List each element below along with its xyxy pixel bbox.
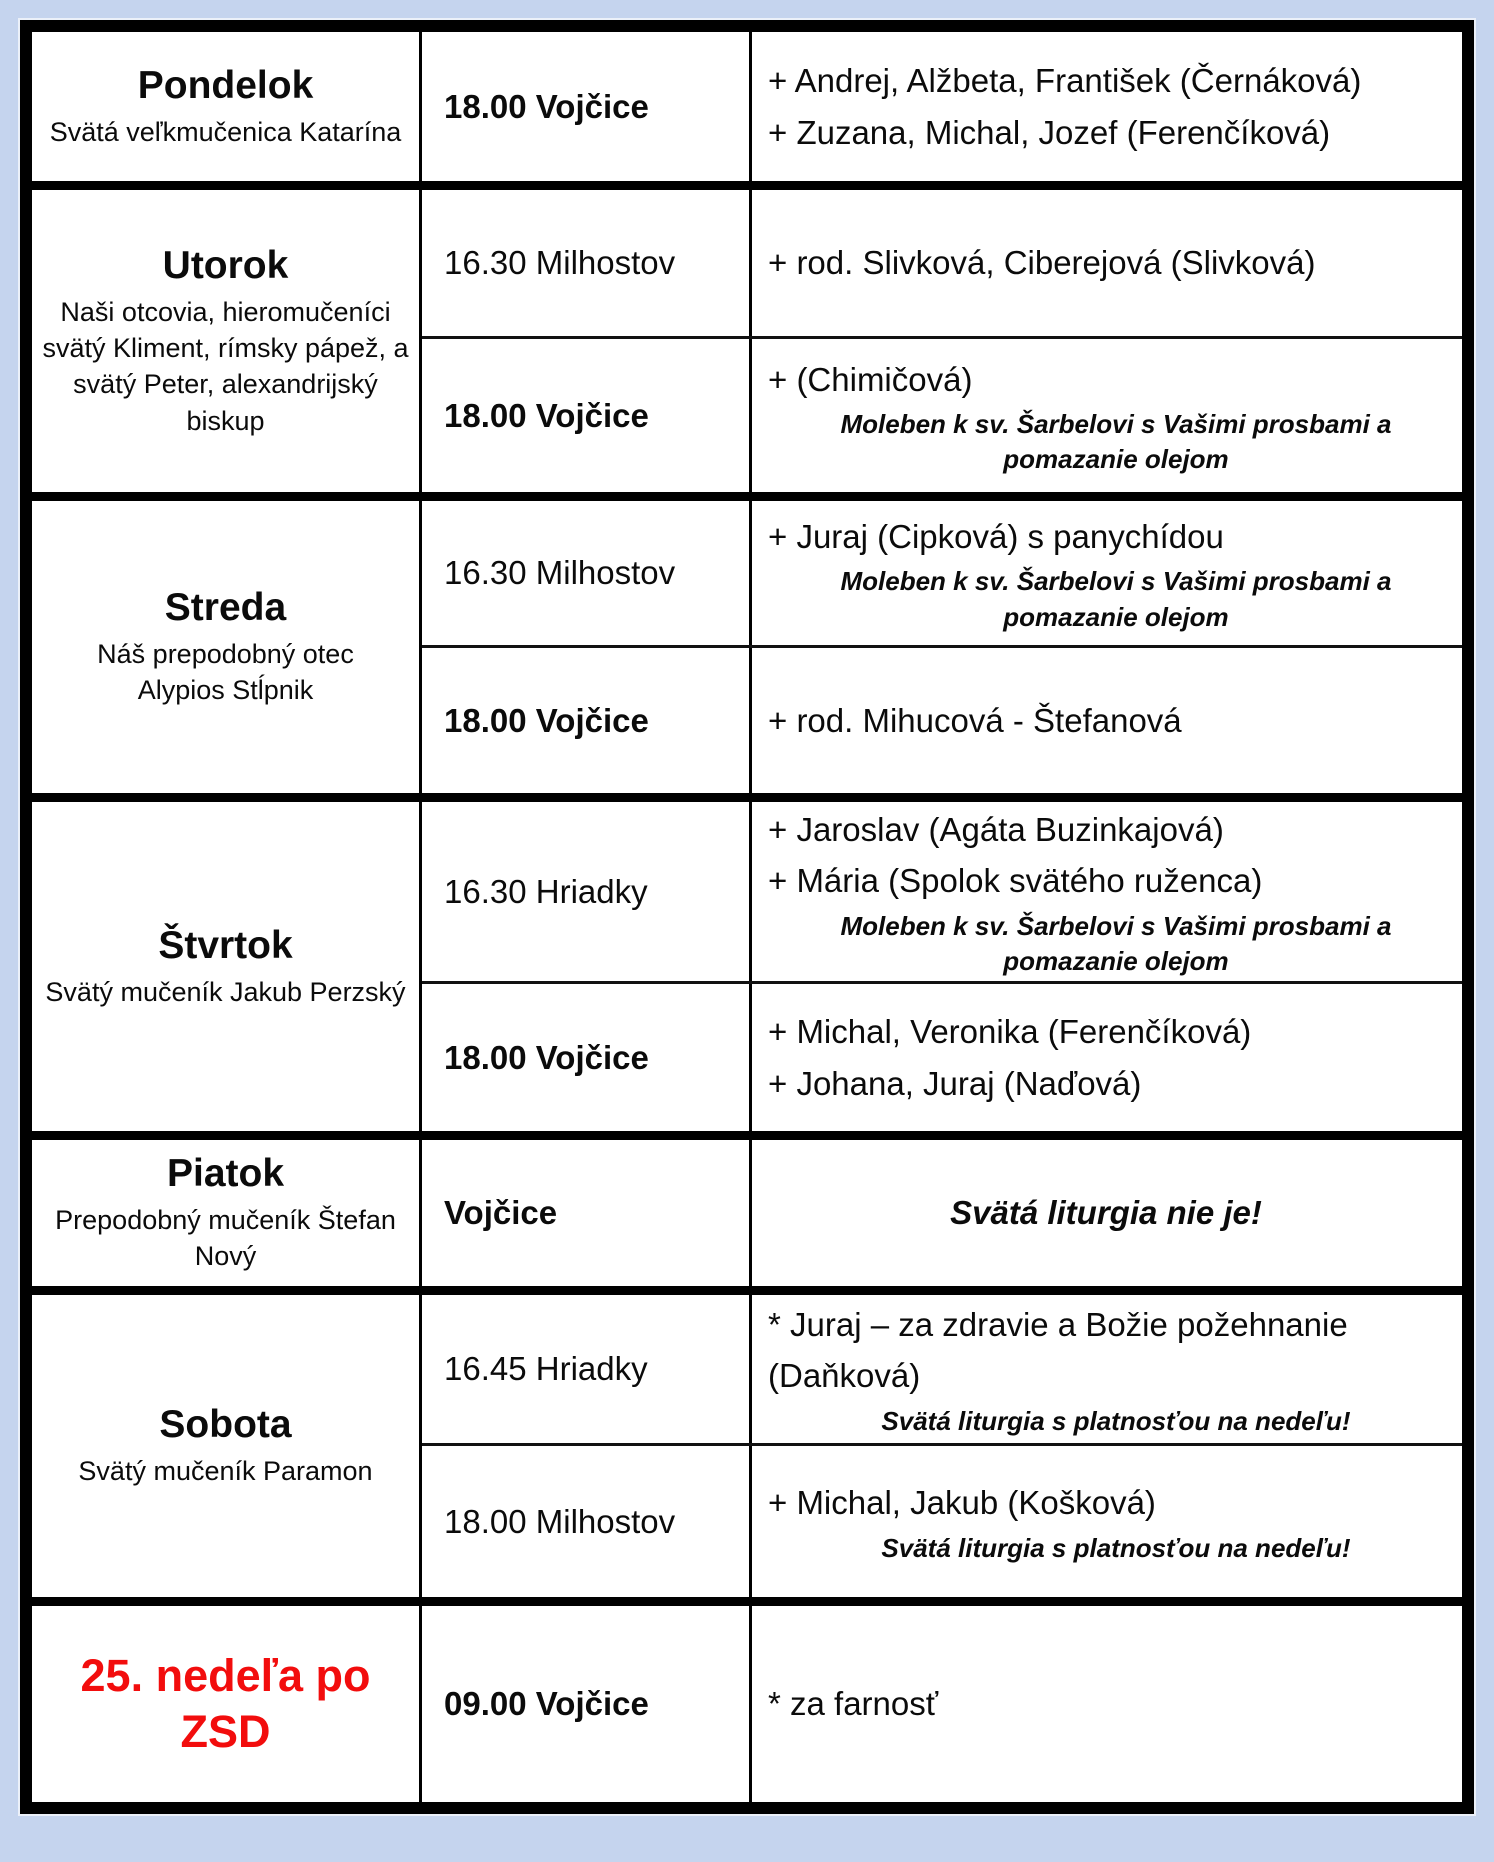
intention-cell <box>752 190 1462 336</box>
service-row <box>422 32 1462 181</box>
day-cell-utorok <box>32 190 422 492</box>
service-row <box>422 1140 1462 1286</box>
intention-cell <box>752 1140 1462 1286</box>
day-feast: Náš prepodobný otec Alypios Stĺpnik <box>97 638 354 706</box>
validity-note: Svätá liturgia s platnosťou na nedeľu! <box>881 1405 1351 1436</box>
intention-cell <box>752 1295 1462 1443</box>
service-row <box>422 336 1462 492</box>
time-place: 18.00 Vojčice <box>422 984 752 1131</box>
day-row-utorok <box>32 181 1462 492</box>
day-feast: Svätý mučeník Jakub Perzský <box>45 976 406 1007</box>
intention-line: + Juraj (Cipková) s panychídou <box>768 518 1224 556</box>
intention-line: + rod. Slivková, Ciberejová (Slivková) <box>768 244 1316 282</box>
moleben-note: Moleben k sv. Šarbelovi s Vašimi prosbami a pomazanie olejom <box>840 408 1392 475</box>
intention-line: + (Chimičová) <box>768 360 973 398</box>
day-feast: Prepodobný mučeník Štefan Nový <box>55 1204 396 1272</box>
intention-line: + Johana, Juraj (Naďová) <box>768 1064 1142 1102</box>
day-row-stvrtok <box>32 793 1462 1131</box>
service-row <box>422 190 1462 336</box>
day-cell-streda <box>32 501 422 793</box>
service-row <box>422 802 1462 981</box>
intention-line: * za farnosť <box>768 1685 939 1723</box>
service-row <box>422 1295 1462 1443</box>
no-liturgy-note: Svätá liturgia nie je! <box>950 1194 1262 1231</box>
intention-cell <box>752 984 1462 1131</box>
service-row <box>422 1606 1462 1802</box>
time-place: 16.30 Hriadky <box>422 802 752 981</box>
intention-cell <box>752 32 1462 181</box>
validity-note: Svätá liturgia s platnosťou na nedeľu! <box>881 1532 1351 1563</box>
day-title: Štvrtok <box>158 923 293 967</box>
day-row-nedela <box>32 1597 1462 1802</box>
time-place: Vojčice <box>422 1140 752 1286</box>
intention-cell <box>752 501 1462 645</box>
time-place: 18.00 Vojčice <box>422 32 752 181</box>
service-row <box>422 501 1462 645</box>
time-place: 18.00 Milhostov <box>422 1446 752 1597</box>
day-title: Utorok <box>162 243 289 287</box>
intention-cell <box>752 339 1462 492</box>
time-place: 09.00 Vojčice <box>422 1606 752 1802</box>
intention-line: * Juraj – za zdravie a Božie požehnanie (Daňková) <box>768 1306 1348 1395</box>
day-feast: Naši otcovia, hieromučeníci svätý Kliment, rímsky pápež, a svätý Peter, alexandrijský biskup <box>42 296 409 436</box>
services-sobota <box>422 1295 1462 1597</box>
service-row <box>422 645 1462 793</box>
day-title-sunday: 25. nedeľa po ZSD <box>80 1649 371 1757</box>
day-row-pondelok <box>32 32 1462 181</box>
services-pondelok <box>422 32 1462 181</box>
services-utorok <box>422 190 1462 492</box>
day-title: Sobota <box>159 1403 292 1447</box>
day-row-piatok <box>32 1131 1462 1286</box>
time-place: 18.00 Vojčice <box>422 339 752 492</box>
time-place: 16.30 Milhostov <box>422 501 752 645</box>
day-feast: Svätý mučeník Paramon <box>78 1456 373 1487</box>
intention-line: + Mária (Spolok svätého ruženca) <box>768 862 1263 900</box>
time-place: 16.45 Hriadky <box>422 1295 752 1443</box>
day-title: Piatok <box>166 1152 285 1196</box>
service-row <box>422 1443 1462 1597</box>
intention-line: + Michal, Jakub (Košková) <box>768 1484 1156 1522</box>
intention-cell <box>752 1606 1462 1802</box>
services-piatok <box>422 1140 1462 1286</box>
day-cell-stvrtok <box>32 802 422 1131</box>
services-streda <box>422 501 1462 793</box>
time-place: 16.30 Milhostov <box>422 190 752 336</box>
services-stvrtok <box>422 802 1462 1131</box>
liturgy-schedule-table <box>20 20 1474 1814</box>
intention-cell <box>752 802 1462 981</box>
day-row-streda <box>32 492 1462 793</box>
day-cell-sobota <box>32 1295 422 1597</box>
day-cell-pondelok <box>32 32 422 181</box>
services-nedela <box>422 1606 1462 1802</box>
intention-line: + Andrej, Alžbeta, František (Černáková) <box>768 62 1362 100</box>
day-cell-piatok <box>32 1140 422 1286</box>
day-title: Streda <box>164 586 287 630</box>
intention-cell <box>752 1446 1462 1597</box>
service-row <box>422 981 1462 1131</box>
intention-line: + rod. Mihucová - Štefanová <box>768 701 1182 739</box>
intention-line: + Zuzana, Michal, Jozef (Ferenčíková) <box>768 113 1331 151</box>
day-cell-nedela <box>32 1606 422 1802</box>
moleben-note: Moleben k sv. Šarbelovi s Vašimi prosbami a pomazanie olejom <box>840 910 1392 976</box>
intention-cell <box>752 648 1462 793</box>
day-title: Pondelok <box>137 63 314 107</box>
intention-line: + Michal, Veronika (Ferenčíková) <box>768 1013 1252 1051</box>
day-row-sobota <box>32 1286 1462 1597</box>
time-place: 18.00 Vojčice <box>422 648 752 793</box>
day-feast: Svätá veľkmučenica Katarína <box>49 116 402 147</box>
intention-line: + Jaroslav (Agáta Buzinkajová) <box>768 811 1224 849</box>
moleben-note: Moleben k sv. Šarbelovi s Vašimi prosbami a pomazanie olejom <box>840 566 1392 632</box>
